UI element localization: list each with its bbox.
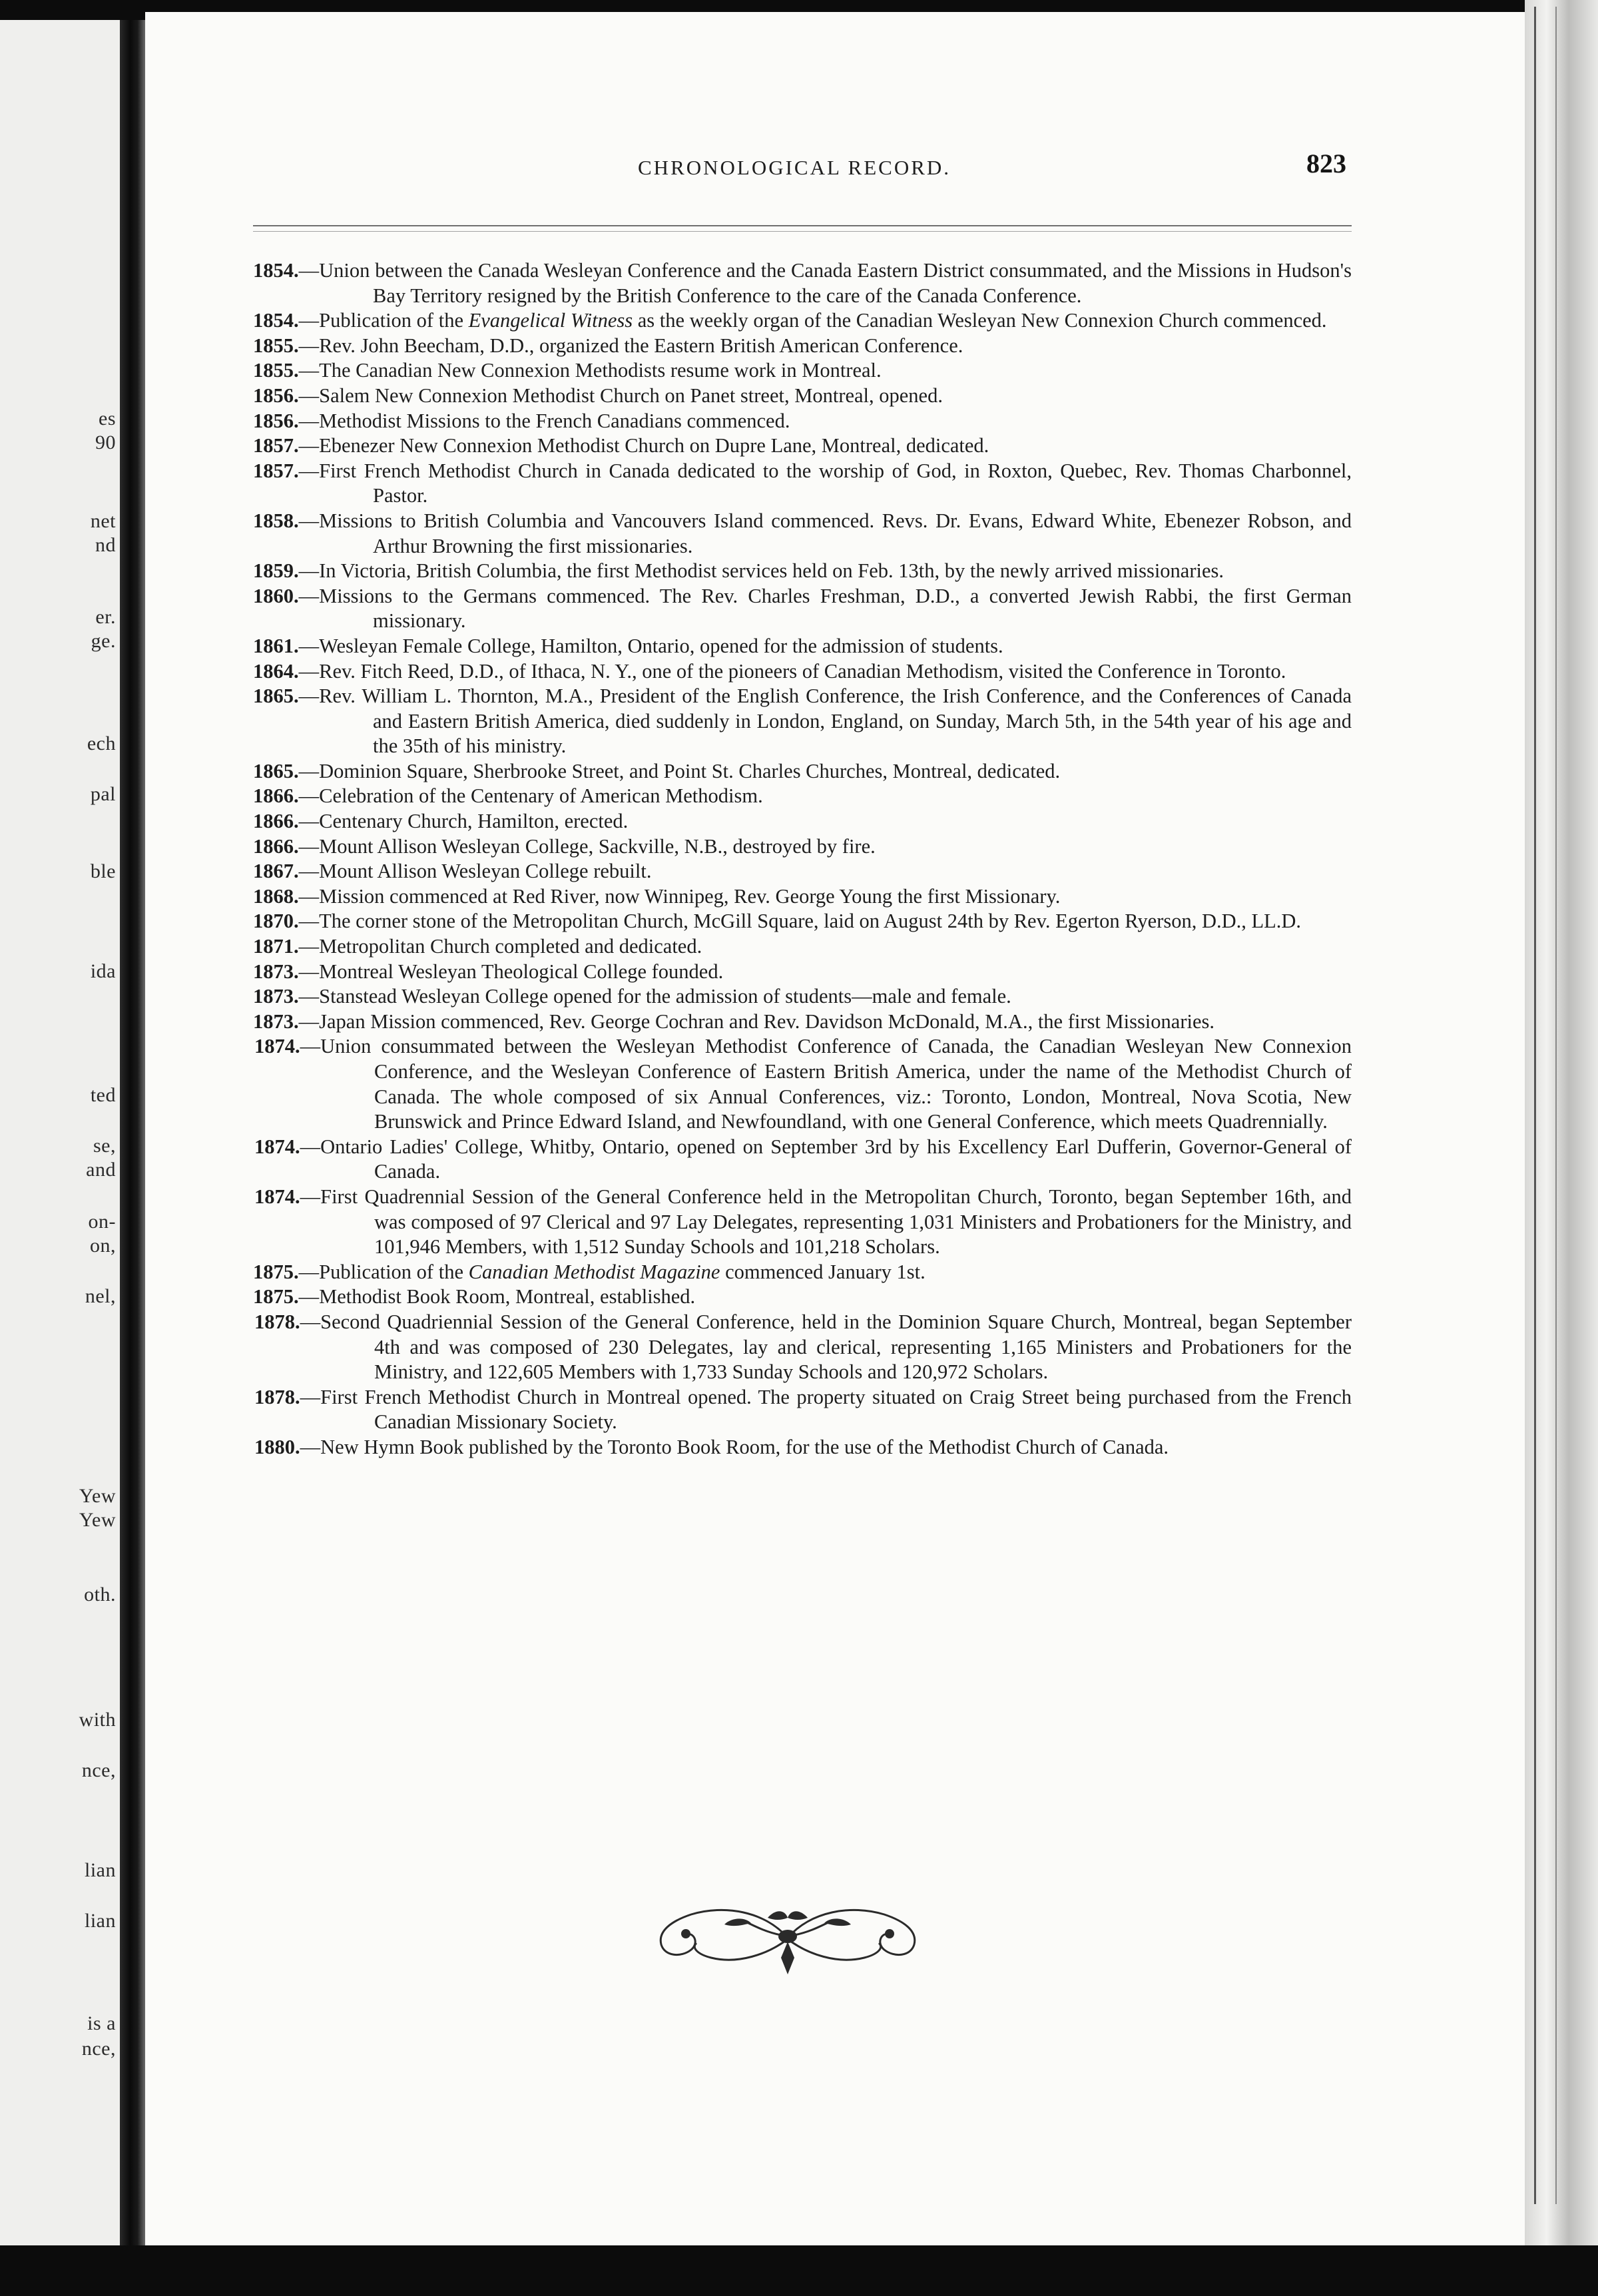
entry-text: —Stanstead Wesleyan College opened for the admission of students—male and female. (298, 985, 1011, 1008)
entry-year: 1875. (253, 1285, 299, 1308)
facing-page-fragment: nel, (85, 1285, 116, 1307)
entry-text: —First French Methodist Church in Montreal opened. The property situated on Craig Street being purchased from the French Canadian Missionary Society. (300, 1385, 1352, 1434)
facing-page-fragment: nce, (81, 1759, 116, 1781)
facing-page-fragment: oth. (84, 1583, 116, 1605)
entry-text: —Missions to the Germans commenced. The Rev. Charles Freshman, D.D., a converted Jewish Rabbi, the first German missionary. (298, 584, 1352, 633)
entry-text: —Union consummated between the Wesleyan Methodist Conference of Canada, the Canadian Wesleyan New Connexion Conference, and the Wesleyan Conference of Eastern British America, under the name of the Methodist Church of Canada. The whole composed of six Annual Conferences, viz.: Toronto, London, Montreal, Nova Scotia, New Brunswick and Prince Edward Island, and Newfoundland, with one General Conference, which meets Quadrennially. (300, 1035, 1352, 1133)
facing-page-fragment: pal (90, 783, 116, 805)
chronology-entry (253, 1260, 1352, 1285)
chronology-entry (253, 809, 1352, 834)
entry-year: 1856. (253, 409, 299, 432)
facing-page-fragment: ge. (91, 630, 116, 652)
facing-page-fragment: ida (90, 960, 116, 982)
facing-page-fragment: Yew (79, 1485, 116, 1507)
facing-page-fragment: and (86, 1159, 116, 1181)
chronology-entry (253, 784, 1352, 809)
entry-year: 1873. (253, 1009, 299, 1033)
chronology-entry (253, 1135, 1352, 1185)
entry-text: —Second Quadriennial Session of the General Conference, held in the Dominion Square Church, Montreal, began September 4th and was composed of 230 Delegates, lay and clerical, representing 1,165 Ministers and Probationers for the Ministry, and 122,605 Members with 1,733 Sunday Schools and 120,972 Scholars. (300, 1310, 1352, 1384)
facing-page-fragment: is a (87, 2012, 116, 2034)
entry-text: —Mount Allison Wesleyan College rebuilt. (298, 860, 652, 883)
entry-text: —First Quadrennial Session of the General Conference held in the Metropolitan Church, Toronto, began September 16th, and was composed of 97 Clerical and 97 Lay Delegates, representing 1,031 Ministers and Probationers for the Ministry, and 101,946 Members, with 1,512 Sunday Schools and 101,218 Scholars. (300, 1185, 1352, 1259)
entry-year: 1859. (253, 559, 299, 583)
entry-text: —Rev. William L. Thornton, M.A., President of the English Conference, the Irish Conference, and the Conferences of Canada and Eastern British America, died suddenly in London, England, on Sunday, March 5th, in the 54th year of his age and the 35th of his ministry. (298, 685, 1352, 758)
chronology-entry (253, 759, 1352, 784)
facing-page-fragment: nce, (81, 2038, 116, 2060)
facing-page-fragment: lian (85, 1859, 116, 1881)
entry-year: 1865. (253, 759, 299, 782)
chronology-entry (253, 1034, 1352, 1134)
chronology-entry (253, 384, 1352, 409)
page-edge-line (1555, 7, 1557, 2204)
entry-year: 1854. (253, 309, 299, 332)
entry-year: 1867. (253, 860, 299, 883)
chronology-entry (253, 334, 1352, 359)
chronology-entry (253, 1009, 1352, 1035)
entry-text: —In Victoria, British Columbia, the first Methodist services held on Feb. 13th, by the newly arrived missionaries. (298, 559, 1224, 583)
header-rule-thin (253, 231, 1352, 232)
entry-year: 1855. (253, 334, 299, 357)
chronology-entry (253, 859, 1352, 884)
chronology-entry (253, 659, 1352, 685)
entry-year: 1860. (253, 584, 299, 607)
entry-text: commenced January 1st. (720, 1260, 926, 1283)
entry-text: —Metropolitan Church completed and dedicated. (298, 935, 702, 958)
facing-page-fragment: 90 (95, 431, 116, 453)
entry-text: —Mount Allison Wesleyan College, Sackville, N.B., destroyed by fire. (298, 834, 876, 858)
entry-text: —Japan Mission commenced, Rev. George Cochran and Rev. Davidson McDonald, M.A., the first Missionaries. (298, 1009, 1214, 1033)
facing-page-fragment: ech (87, 732, 116, 754)
entry-text: —Union between the Canada Wesleyan Conference and the Canada Eastern District consummated, and the Missions in Hudson's Bay Territory resigned by the British Conference to the care of the Canada Conference. (298, 259, 1352, 307)
publication-title: Canadian Methodist Magazine (468, 1260, 720, 1283)
entry-text: —Wesleyan Female College, Hamilton, Ontario, opened for the admission of students. (298, 634, 1003, 657)
facing-page-fragment: with (79, 1709, 116, 1731)
running-head: CHRONOLOGICAL RECORD. (638, 156, 951, 179)
chronology-entry (253, 909, 1352, 934)
chronology-entry (253, 559, 1352, 584)
facing-page-fragment: ble (90, 860, 116, 882)
chronology-entry (253, 934, 1352, 960)
chronology-entry (253, 1285, 1352, 1310)
facing-page-fragment: on, (90, 1235, 116, 1257)
entry-text: —Publication of the (298, 1260, 469, 1283)
entry-text: —Rev. John Beecham, D.D., organized the Eastern British American Conference. (298, 334, 963, 357)
entry-year: 1858. (253, 509, 299, 532)
entry-year: 1875. (253, 1260, 299, 1283)
entry-text: —Salem New Connexion Methodist Church on Panet street, Montreal, opened. (298, 384, 943, 407)
facing-page-fragment: ted (90, 1084, 116, 1106)
entry-year: 1865. (253, 685, 299, 708)
chronology-entry (253, 459, 1352, 509)
publication-title: Evangelical Witness (468, 309, 633, 332)
entry-year: 1874. (254, 1185, 300, 1208)
facing-page-edge (0, 20, 120, 2245)
entry-year: 1866. (253, 834, 299, 858)
chronology-entry (253, 1185, 1352, 1260)
chronology-entry (253, 684, 1352, 759)
entry-year: 1868. (253, 884, 299, 908)
book-gutter (120, 20, 145, 2245)
entry-text: —Celebration of the Centenary of American Methodism. (298, 784, 763, 808)
entry-text: —Missions to British Columbia and Vancouvers Island commenced. Revs. Dr. Evans, Edward White, Ebenezer Robson, and Arthur Browning the first missionaries. (298, 509, 1352, 557)
chronology-entry (253, 358, 1352, 384)
entry-year: 1857. (253, 459, 299, 482)
tailpiece-ornament-icon (645, 1891, 931, 1984)
entry-year: 1870. (253, 910, 299, 933)
chronology-entry (253, 308, 1352, 334)
entry-text: as the weekly organ of the Canadian Wesleyan New Connexion Church commenced. (633, 309, 1327, 332)
entry-year: 1874. (254, 1135, 300, 1158)
entry-year: 1855. (253, 359, 299, 382)
chronology-entry (253, 509, 1352, 559)
entry-text: —Methodist Book Room, Montreal, established. (298, 1285, 696, 1308)
chronology-entry (253, 433, 1352, 459)
chronology-entry (253, 634, 1352, 659)
entry-text: —Rev. Fitch Reed, D.D., of Ithaca, N. Y., one of the pioneers of Canadian Methodism, visited the Conference in Toronto. (298, 659, 1286, 683)
facing-page-fragment: lian (85, 1910, 116, 1932)
entry-year: 1857. (253, 434, 299, 457)
chronology-entry (253, 1310, 1352, 1385)
entry-year: 1866. (253, 784, 299, 808)
entry-year: 1874. (254, 1035, 300, 1058)
facing-page-fragment: Yew (79, 1509, 116, 1531)
facing-page-fragment: er. (95, 606, 116, 628)
chronology-entry (253, 960, 1352, 985)
page-edge-line (1534, 7, 1536, 2204)
entry-year: 1873. (253, 960, 299, 983)
entry-year: 1871. (253, 935, 299, 958)
page-number: 823 (1306, 148, 1346, 178)
entry-text: —The corner stone of the Metropolitan Church, McGill Square, laid on August 24th by Rev. Egerton Ryerson, D.D., LL.D. (298, 910, 1302, 933)
entry-text: —First French Methodist Church in Canada dedicated to the worship of God, in Roxton, Quebec, Rev. Thomas Charbonnel, Pastor. (298, 459, 1352, 507)
entry-year: 1864. (253, 659, 299, 683)
entry-text: —Methodist Missions to the French Canadians commenced. (298, 409, 790, 432)
chronology-list (253, 258, 1352, 1460)
facing-page-fragment: on- (88, 1211, 116, 1233)
entry-year: 1856. (253, 384, 299, 407)
entry-text: —Ontario Ladies' College, Whitby, Ontario, opened on September 3rd by his Excellency Earl Dufferin, Governor-General of Canada. (300, 1135, 1352, 1183)
header-rule (253, 225, 1352, 226)
facing-page-fragment: es (99, 408, 116, 430)
entry-year: 1880. (254, 1435, 300, 1458)
facing-page-fragment: net (90, 510, 116, 532)
chronology-entry (253, 1435, 1352, 1460)
facing-page-fragment: se, (93, 1135, 116, 1157)
entry-text: —Ebenezer New Connexion Methodist Church on Dupre Lane, Montreal, dedicated. (298, 434, 989, 457)
entry-text: —The Canadian New Connexion Methodists resume work in Montreal. (298, 359, 882, 382)
entry-year: 1873. (253, 985, 299, 1008)
facing-page-fragment: nd (95, 534, 116, 556)
chronology-entry (253, 1385, 1352, 1435)
entry-year: 1854. (253, 259, 299, 282)
entry-text: —Publication of the (298, 309, 469, 332)
chronology-entry (253, 884, 1352, 910)
chronology-entry (253, 834, 1352, 860)
scan-bottom-border (0, 2245, 1598, 2296)
chronology-entry (253, 584, 1352, 634)
entry-text: —Dominion Square, Sherbrooke Street, and Point St. Charles Churches, Montreal, dedicated. (298, 759, 1061, 782)
entry-year: 1861. (253, 634, 299, 657)
entry-text: —Montreal Wesleyan Theological College founded. (298, 960, 724, 983)
chronology-entry (253, 409, 1352, 434)
entry-text: —New Hymn Book published by the Toronto Book Room, for the use of the Methodist Church of Canada. (300, 1435, 1169, 1458)
entry-year: 1878. (254, 1385, 300, 1408)
chronology-entry (253, 984, 1352, 1009)
entry-year: 1866. (253, 810, 299, 833)
entry-text: —Mission commenced at Red River, now Winnipeg, Rev. George Young the first Missionary. (298, 884, 1061, 908)
entry-year: 1878. (254, 1310, 300, 1333)
chronology-entry (253, 258, 1352, 308)
entry-text: —Centenary Church, Hamilton, erected. (298, 810, 629, 833)
page-stack-edge (1525, 0, 1598, 2245)
